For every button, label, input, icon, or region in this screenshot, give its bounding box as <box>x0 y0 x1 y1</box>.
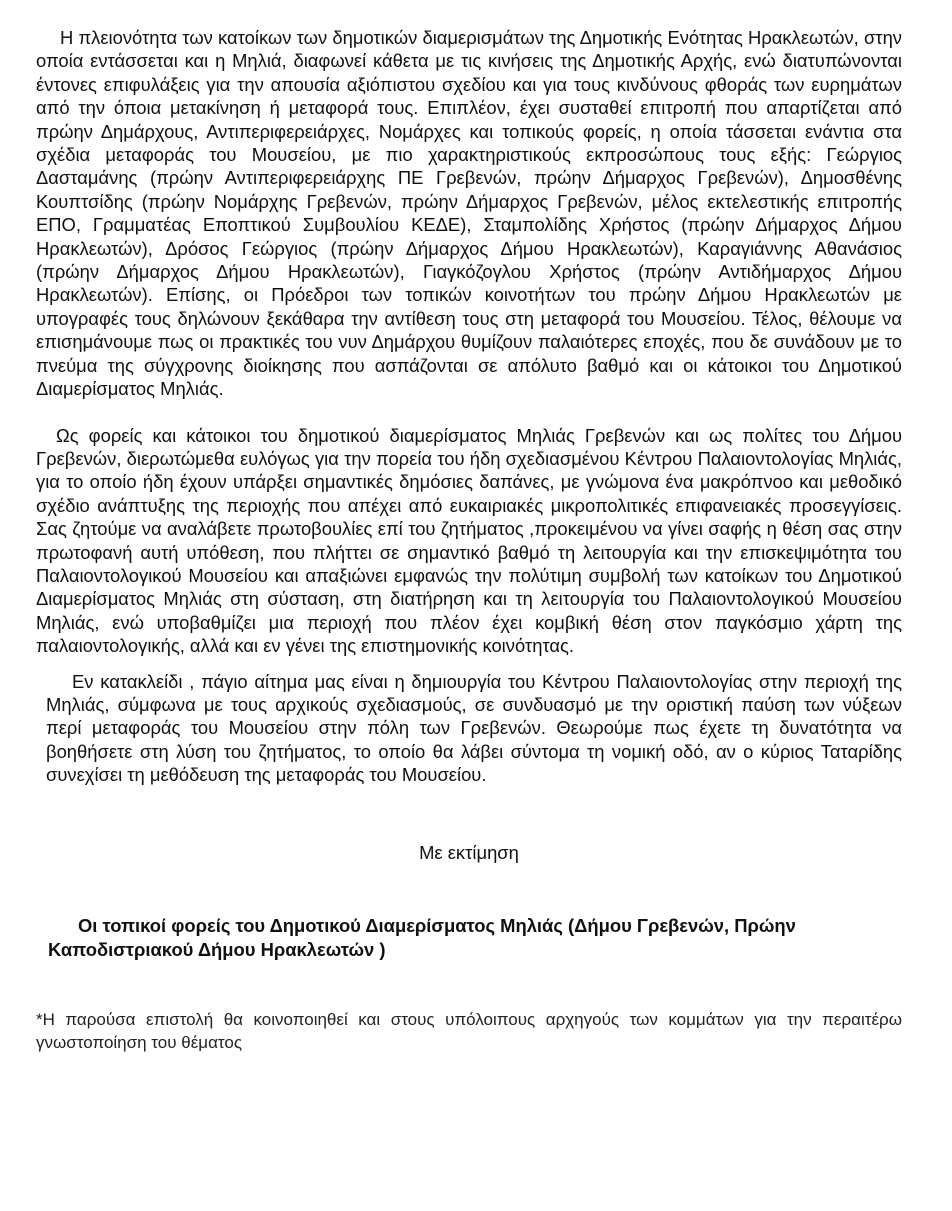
letter-signature: Οι τοπικοί φορείς του Δημοτικού Διαμερίσματος Μηλιάς (Δήμου Γρεβενών, Πρώην Καποδιστριακού Δήμου Ηρακλεωτών ) <box>48 914 796 960</box>
letter-closing: Με εκτίμηση <box>419 841 519 863</box>
letter-page <box>36 26 902 1054</box>
letter-paragraph-2: Ως φορείς και κάτοικοι του δημοτικού διαμερίσματος Μηλιάς Γρεβενών και ως πολίτες του Δήμου Γρεβενών, διερωτώμεθα ευλόγως για την πορεία του ήδη σχεδιασμένου Κέντρου Παλαιοντολογίας Μηλιάς, για το οποίο ήδη έχουν υπάρξει σημαντικές δημόσιες δαπάνες, με γνώμονα ένα μακρόπνοο και μεθοδικό σχέδιο ανάπτυξης της περιοχής που απέχει από ευκαιριακές μικροπολιτικές επιφανειακές προσεγγίσεις. Σας ζητούμε να αναλάβετε πρωτοβουλίες επί του ζητήματος ,προκειμένου να γίνει σαφής η θέση σας στην πρωτοφανή αυτή υπόθεση, που πλήττει σε σημαντικό βαθμό τη λειτουργία και την επισκεψιμότητα του Παλαιοντολογικού Μουσείου και απαξιώνει εμφανώς την πολύτιμη συμβολή των κατοίκων του Δημοτικού Διαμερίσματος Μηλιάς στη σύσταση, στη διατήρηση και τη λειτουργία του Παλαιοντολογικού Μουσείου Μηλιάς, ενώ υποβαθμίζει μια περιοχή που πλέον έχει κομβική θέση στον παγκόσμιο χάρτη της παλαιοντολογικής, αλλά και εν γένει της επιστημονικής κοινότητας. <box>36 424 902 657</box>
letter-footnote: *Η παρούσα επιστολή θα κοινοποιηθεί και στους υπόλοιπους αρχηγούς των κομμάτων για την περαιτέρω γνωστοποίηση του θέματος <box>36 1009 902 1052</box>
letter-paragraph-3: Εν κατακλείδι , πάγιο αίτημα μας είναι η δημιουργία του Κέντρου Παλαιοντολογίας στην περιοχή της Μηλιάς, σύμφωνα με τους αρχικούς σχεδιασμούς, σε συνδυασμό με την οριστική παύση των νύξεων περί μεταφοράς του Μουσείου στην πόλη των Γρεβενών. Θεωρούμε πως έχετε τη δυνατότητα να βοηθήσετε στη λύση του ζητήματος, το οποίο θα λάβει σύντομα τη νομική οδό, αν ο κύριος Ταταρίδης συνεχίσει τη μεθόδευση της μεταφοράς του Μουσείου. <box>46 670 902 786</box>
letter-paragraph-1: Η πλειονότητα των κατοίκων των δημοτικών διαμερισμάτων της Δημοτικής Ενότητας Ηρακλεωτών, στην οποία εντάσσεται και η Μηλιά, διαφωνεί κάθετα με τις κινήσεις της Δημοτικής Αρχής, ενώ διατυπώνονται έντονες επιφυλάξεις για την απουσία αξιόπιστου σχεδίου και για τους κινδύνους φθοράς των ευρημάτων από την όποια μετακίνηση ή μεταφορά τους. Επιπλέον, έχει συσταθεί επιτροπή που απαρτίζεται από πρώην Δημάρχους, Αντιπεριφερειάρχες, Νομάρχες και τοπικούς φορείς, η οποία τάσσεται ενάντια στα σχέδια μεταφοράς του Μουσείου, με πιο χαρακτηριστικούς εκπροσώπους τους εξής: Γεώργιος Δασταμάνης (πρώην Αντιπεριφερειάρχης ΠΕ Γρεβενών, πρώην Δήμαρχος Γρεβενών), Δημοσθένης Κουπτσίδης (πρώην Νομάρχης Γρεβενών, πρώην Δήμαρχος Γρεβενών, μέλος εκτελεστικής επιτροπής ΕΠΟ, Γραμματέας Εποπτικού Συμβουλίου ΚΕΔΕ), Σταμπολίδης Χρήστος (πρώην Δήμαρχος Δήμου Ηρακλεωτών), Δρόσος Γεώργιος (πρώην Δήμαρχος Δήμου Ηρακλεωτών), Καραγιάννης Αθανάσιος (πρώην Δήμαρχος Δήμου Ηρακλεωτών), Γιαγκόζογλου Χρήστος (πρώην Αντιδήμαρχος Δήμου Ηρακλεωτών). Επίσης, οι Πρόεδροι των τοπικών κοινοτήτων του πρώην Δήμου Ηρακλεωτών με υπογραφές τους δηλώνουν ξεκάθαρα την αντίθεση τους στη μεταφορά του Μουσείου. Τέλος, θέλουμε να επισημάνουμε πως οι πρακτικές του νυν Δημάρχου θυμίζουν παλαιότερες εποχές, που δε συνάδουν με το πνεύμα της σύγχρονης διοίκησης που ασπάζονται σε απόλυτο βαθμό και οι κάτοικοι του Δημοτικού Διαμερίσματος Μηλιάς. <box>36 27 902 400</box>
